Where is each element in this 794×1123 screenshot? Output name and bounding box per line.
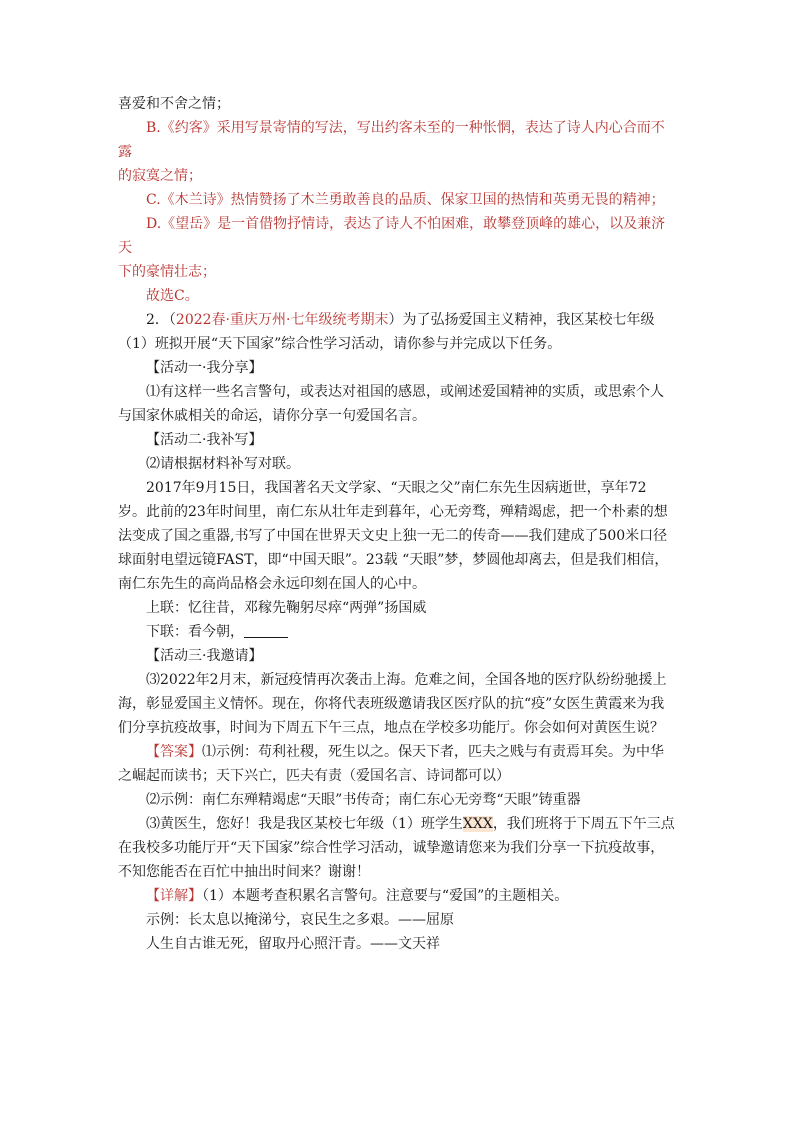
example-line: 人生自古谁无死，留取丹心照汗青。——文天祥 xyxy=(146,936,440,952)
question-2: 2．（2022春·重庆万州·七年级统考期末）为了弘扬爱国主义精神，我区某校七年级 xyxy=(146,312,655,328)
option-c: C.《木兰诗》热情赞扬了木兰勇敢善良的品质、保家卫国的热情和英勇无畏的精神； xyxy=(146,192,665,208)
answer-1: 【答案】⑴示例：苟利社稷，死生以之。保天下者，匹夫之贱与有责焉耳矣。为中华 xyxy=(146,744,664,760)
task-3: ⑶2022年2月末，新冠疫情再次袭击上海。危难之间，全国各地的医疗队纷纷驰援上 xyxy=(146,672,667,688)
activity-2-heading: 【活动二·我补写】 xyxy=(146,432,263,448)
detail-tag: 【详解】 xyxy=(146,888,202,904)
task-3-cont: 海，彰显爱国主义情怀。现在，你将代表班级邀请我区医疗队的抗“疫”女医生黄霞来为我 xyxy=(118,696,665,712)
option-b-cont: 的寂寞之情； xyxy=(118,168,202,184)
answer-3-cont: 在我校多功能厅开“天下国家”综合性学习活动，诚挚邀请您来为我们分享一下抗疫故事， xyxy=(118,840,665,856)
student-name-placeholder: XXX xyxy=(462,816,493,832)
task-1-cont: 与国家休戚相关的命运，请你分享一句爱国名言。 xyxy=(118,408,426,424)
option-b: B.《约客》采用写景寄情的写法，写出约客未至的一种怅惘，表达了诗人内心合而不露 xyxy=(118,120,665,160)
couplet-upper: 上联：忆往昔，邓稼先鞠躬尽瘁“两弹”扬国威 xyxy=(146,600,427,616)
answer-3: ⑶黄医生，您好！我是我区某校七年级（1）班学生XXX，我们班将于下周五下午三点 xyxy=(146,816,675,832)
material-line: 岁。此前的23年时间里，南仁东从壮年走到暮年，心无旁骛，殚精竭虑，把一个朴素的想 xyxy=(118,504,668,520)
material-line: 法变成了国之重器,书写了中国在世界天文史上独一无二的传奇——我们建成了500米口径 xyxy=(118,528,668,544)
material-line: 2017年9月15日，我国著名天文学家、“天眼之父”南仁东先生因病逝世，享年72 xyxy=(146,480,647,496)
option-d: D.《望岳》是一首借物抒情诗，表达了诗人不怕困难，敢攀登顶峰的雄心，以及兼济天 xyxy=(118,216,666,256)
material-line: 南仁东先生的高尚品格会永远印刻在国人的心中。 xyxy=(118,576,426,592)
answer-blank xyxy=(244,623,288,638)
task-1: ⑴有这样一些名言警句，或表达对祖国的感恩，或阐述爱国精神的实质，或思索个人 xyxy=(146,384,664,400)
question-2-cont: （1）班拟开展“天下国家”综合性学习活动，请你参与并完成以下任务。 xyxy=(118,336,562,352)
answer-1-cont: 之崛起而读书；天下兴亡，匹夫有责（爱国名言、诗词都可以） xyxy=(118,768,510,784)
material-line: 球面射电望远镜FAST，即“中国天眼”。23载 “天眼”梦，梦圆他却离去，但是我们相信， xyxy=(118,552,669,568)
activity-1-heading: 【活动一·我分享】 xyxy=(146,360,263,376)
option-d-cont: 下的豪情壮志； xyxy=(118,264,216,280)
answer-choice: 故选C。 xyxy=(146,288,199,304)
answer-3-cont: 不知您能否在百忙中抽出时间来？谢谢！ xyxy=(118,864,370,880)
answer-2: ⑵示例：南仁东殚精竭虑“天眼”书传奇；南仁东心无旁骛“天眼”铸重器 xyxy=(146,792,581,808)
activity-3-heading: 【活动三·我邀请】 xyxy=(146,648,263,664)
couplet-lower: 下联：看今朝， xyxy=(118,620,678,644)
question-source: 2022春·重庆万州·七年级统考期末 xyxy=(175,312,389,328)
answer-tag: 【答案】 xyxy=(146,744,202,760)
task-3-cont: 们分享抗疫故事，时间为下周五下午三点，地点在学校多功能厅。你会如何对黄医生说？ xyxy=(118,720,664,736)
document-body xyxy=(118,92,678,956)
task-2: ⑵请根据材料补写对联。 xyxy=(146,456,300,472)
detail-1: 【详解】（1）本题考查积累名言警句。注意要与“爱国”的主题相关。 xyxy=(146,888,569,904)
text-line: 喜爱和不舍之情； xyxy=(118,96,230,112)
example-line: 示例：长太息以掩涕兮，哀民生之多艰。——屈原 xyxy=(146,912,454,928)
